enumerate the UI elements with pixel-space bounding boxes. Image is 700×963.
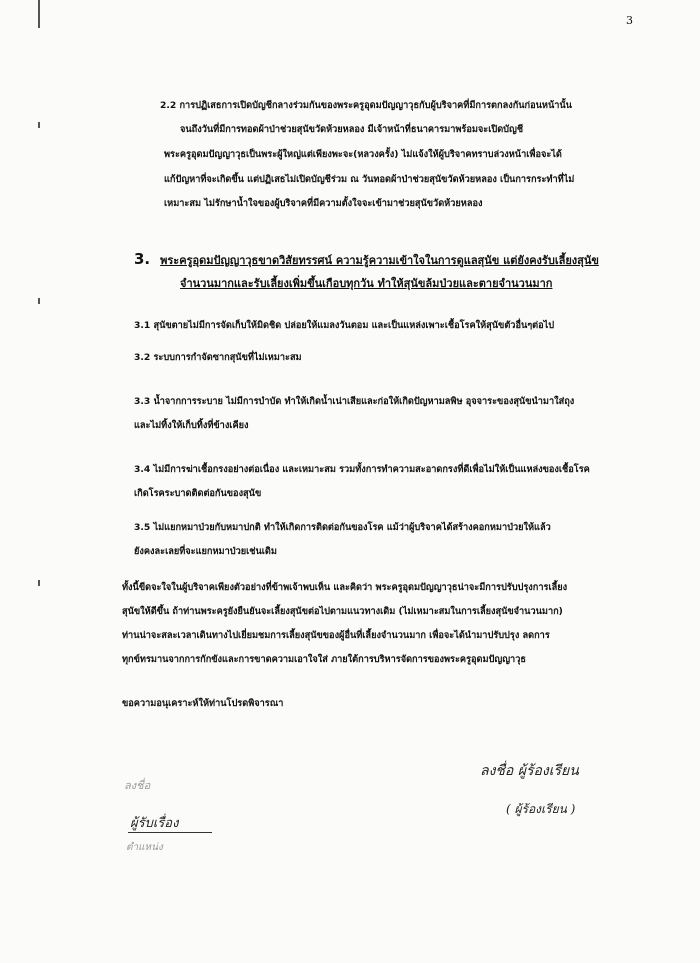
binding-mark — [38, 298, 40, 304]
section-title: พระครูอุดมปัญญาวุธขาดวิสัยทรรศน์ ความรู้ความเข้าใจในการดูแลสุนัข แต่ยังคงรับเลี้ยงสุนัข — [160, 254, 599, 267]
section-number: 3. — [134, 250, 151, 268]
list-item: 3.5 ไม่แยกหมาป่วยกับหมาปกติ ทำให้เกิดการติดต่อกันของโรค แม้ว่าผู้บริจาคได้สร้างคอกหมาป่วยให้แล้ว — [134, 522, 551, 533]
list-item: เกิดโรคระบาดติดต่อกันของสุนัข — [134, 488, 262, 499]
closing-paragraph-line: ท่านน่าจะสละเวลาเดินทางไปเยี่ยมชมการเลี้ยงสุนัขของผู้อื่นที่เลี้ยงจำนวนมาก เพื่อจะได้นำมาปรับปรุง ลดการ — [122, 630, 550, 641]
page-number: 3 — [626, 14, 633, 27]
request-line: ขอความอนุเคราะห์ให้ท่านโปรดพิจารณา — [122, 698, 284, 709]
closing-paragraph-line: ทุกข์ทรมานจากการกักขังและการขาดความเอาใจใส่ ภายใต้การบริหารจัดการของพระครูอุดมปัญญาวุธ — [122, 654, 526, 665]
signature-underline — [128, 832, 212, 833]
signature-left — [124, 776, 150, 794]
closing-paragraph-line: ทั้งนี้ขีดจะใจในผู้บริจาคเพียงตัวอย่างที่ข้าพเจ้าพบเห็น และคิดว่า พระครูอุดมปัญญาวุธน่าจะมีการปรับปรุงการเลี้ยง — [122, 582, 568, 593]
list-item: 3.3 น้ำจากการระบาย ไม่มีการบำบัด ทำให้เกิดน้ำเน่าเสียและก่อให้เกิดปัญหามลพิษ อุจจาระของสุนัขนำมาใส่ถุง — [134, 396, 575, 407]
paragraph-line: 2.2 การปฏิเสธการเปิดบัญชีกลางร่วมกันของพระครูอุดมปัญญาวุธกับผู้บริจาคที่มีการตกลงกันก่อนหน้านั้น — [160, 100, 572, 111]
paragraph-line: แก้ปัญหาที่จะเกิดขึ้น แต่ปฏิเสธไม่เปิดบัญชีร่วม ณ วันทอดผ้าป่าช่วยสุนัขวัดห้วยหลอง เป็นการกระทำที่ไม่ — [164, 174, 575, 185]
section-3-heading — [134, 248, 599, 272]
signature-left-mark — [130, 812, 178, 833]
list-item: 3.4 ไม่มีการฆ่าเชื้อกรงอย่างต่อเนื่อง และเหมาะสม รวมทั้งการทำความสะอาดกรงที่ดีเพื่อไม่ให้เป็นแหล่งของเชื้อโรค — [134, 464, 590, 475]
closing-paragraph-line: สุนัขให้ดีขึ้น ถ้าท่านพระครูยังยืนยันจะเลี้ยงสุนัขต่อไปตามแนวทางเดิม (ไม่เหมาะสมในการเลี้ยงสุนัขจำนวนมาก) — [122, 606, 563, 617]
signature-position: ตำแหน่ง — [126, 842, 163, 853]
section-title: จำนวนมากและรับเลี้ยงเพิ่มขึ้นเกือบทุกวัน ทำให้สุนัขล้มป่วยและตายจำนวนมาก — [180, 277, 553, 290]
signature-name: ( ผู้ร้องเรียน ) — [506, 802, 576, 816]
paragraph-line: จนถึงวันที่มีการทอดผ้าป่าช่วยสุนัขวัดห้วยหลอง มีเจ้าหน้าที่ธนาคารมาพร้อมจะเปิดบัญชี — [180, 124, 524, 135]
signature-label: ลงชื่อ — [124, 779, 151, 792]
list-item: ยังคงละเลยที่จะแยกหมาป่วยเช่นเดิม — [134, 546, 277, 557]
section-3-heading-line2 — [180, 272, 552, 295]
signature-text: ลงชื่อ ผู้ร้องเรียน — [480, 763, 579, 779]
list-item: 3.1 สุนัขตายไม่มีการจัดเก็บให้มิดชิด ปล่อยให้แมลงวันตอม และเป็นแหล่งเพาะเชื้อโรคให้สุนัขตัวอื่นๆต่อไป — [134, 320, 555, 331]
binding-mark — [38, 0, 40, 28]
signature-left-position — [126, 840, 163, 855]
paragraph-line: เหมาะสม ไม่รักษาน้ำใจของผู้บริจาคที่มีความตั้งใจจะเข้ามาช่วยสุนัขวัดห้วยหลอง — [164, 198, 483, 209]
signature-scribble: ผู้รับเรื่อง — [130, 816, 179, 831]
paragraph-line: พระครูอุดมปัญญาวุธเป็นพระผู้ใหญ่แต่เพียงพะจะ(หลวงครั้ง) ไม่แจ้งให้ผู้บริจาคทราบล่วงหน้าเพื่อจะได้ — [164, 149, 562, 160]
binding-mark — [38, 580, 40, 586]
binding-mark — [38, 122, 40, 128]
list-item: 3.2 ระบบการกำจัดซากสุนัขที่ไม่เหมาะสม — [134, 352, 302, 363]
signature-right-name — [506, 800, 575, 819]
signature-right — [480, 760, 579, 782]
list-item: และไม่ทิ้งให้เก็บทิ้งที่ข้างเคียง — [134, 420, 249, 431]
